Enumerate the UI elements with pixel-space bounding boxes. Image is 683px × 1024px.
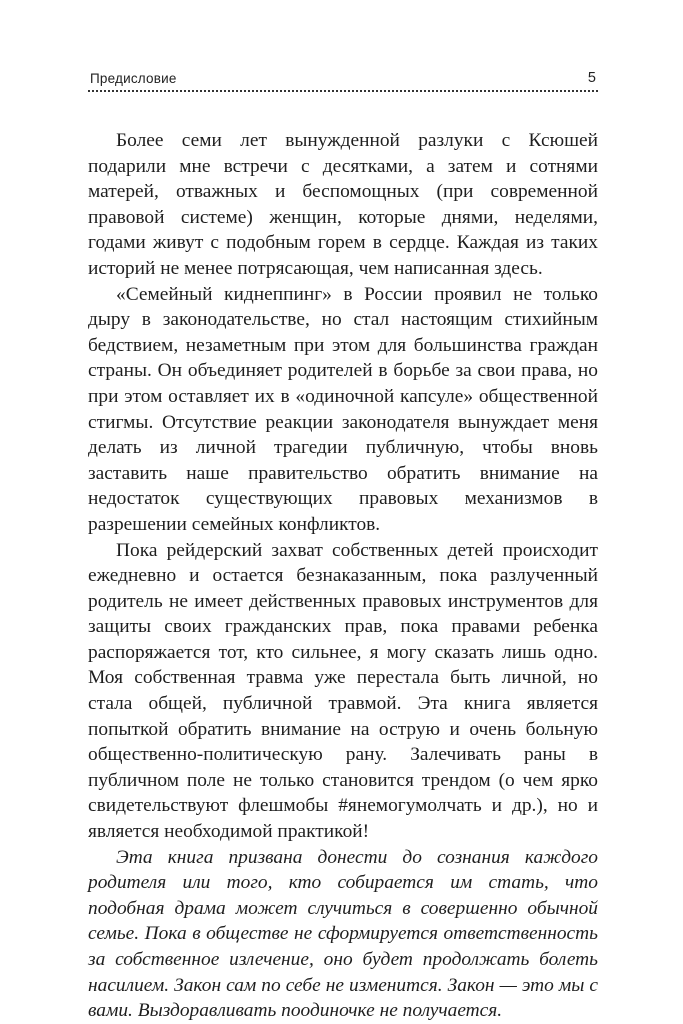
running-title: Предисловие <box>90 71 177 86</box>
book-page <box>88 64 598 1024</box>
running-header <box>88 64 598 92</box>
paragraph: Более семи лет вынужденной разлуки с Ксюшей подарили мне встречи с десятками, а затем и сотнями матерей, отважных и беспомощных (при современной правовой системе) женщин, которые днями, неделями, годами живут с подобным горем в сердце. Каждая из таких историй не менее потрясающая, чем написанная здесь. <box>88 130 598 279</box>
body-text <box>88 128 598 1024</box>
paragraph: «Семейный киднеппинг» в России проявил не только дыру в законодательстве, но стал настоящим стихийным бедствием, незаметным при этом для большинства граждан страны. Он объединяет родителей в борьбе за свои права, но при этом оставляет их в «одиночной капсуле» общественной стигмы. Отсутствие реакции законодателя вынуждает меня делать из личной трагедии публичную, чтобы вновь заставить наше правительство обратить внимание на недостаток существующих правовых механизмов в разрешении семейных конфликтов. <box>88 283 598 535</box>
page-number: 5 <box>587 70 596 86</box>
paragraph: Пока рейдерский захват собственных детей происходит ежедневно и остается безнаказанным, пока разлученный родитель не имеет действенных правовых инструментов для защиты своих гражданских прав, пока правами ребенка распоряжается тот, кто сильнее, я могу сказать лишь одно. Моя собственная травма уже перестала быть личной, но стала общей, публичной травмой. Эта книга является попыткой обратить внимание на острую и очень больную общественно-политическую рану. Залечивать раны в публичном поле не только становится трендом (о чем ярко свидетельствуют флешмобы #янемогумолчать и др.), но и является необходимой практикой! <box>88 539 598 843</box>
italic-paragraph: Эта книга призвана донести до сознания каждого родителя или того, кто собирается им стать, что подобная драма может случиться в совершенно обычной семье. Пока в обществе не сформируется ответственность за собственное излечение, оно будет продолжать болеть насилием. Закон сам по себе не изменится. Закон — это мы с вами. Выздоравливать поодиночке не получается. <box>88 846 598 1022</box>
